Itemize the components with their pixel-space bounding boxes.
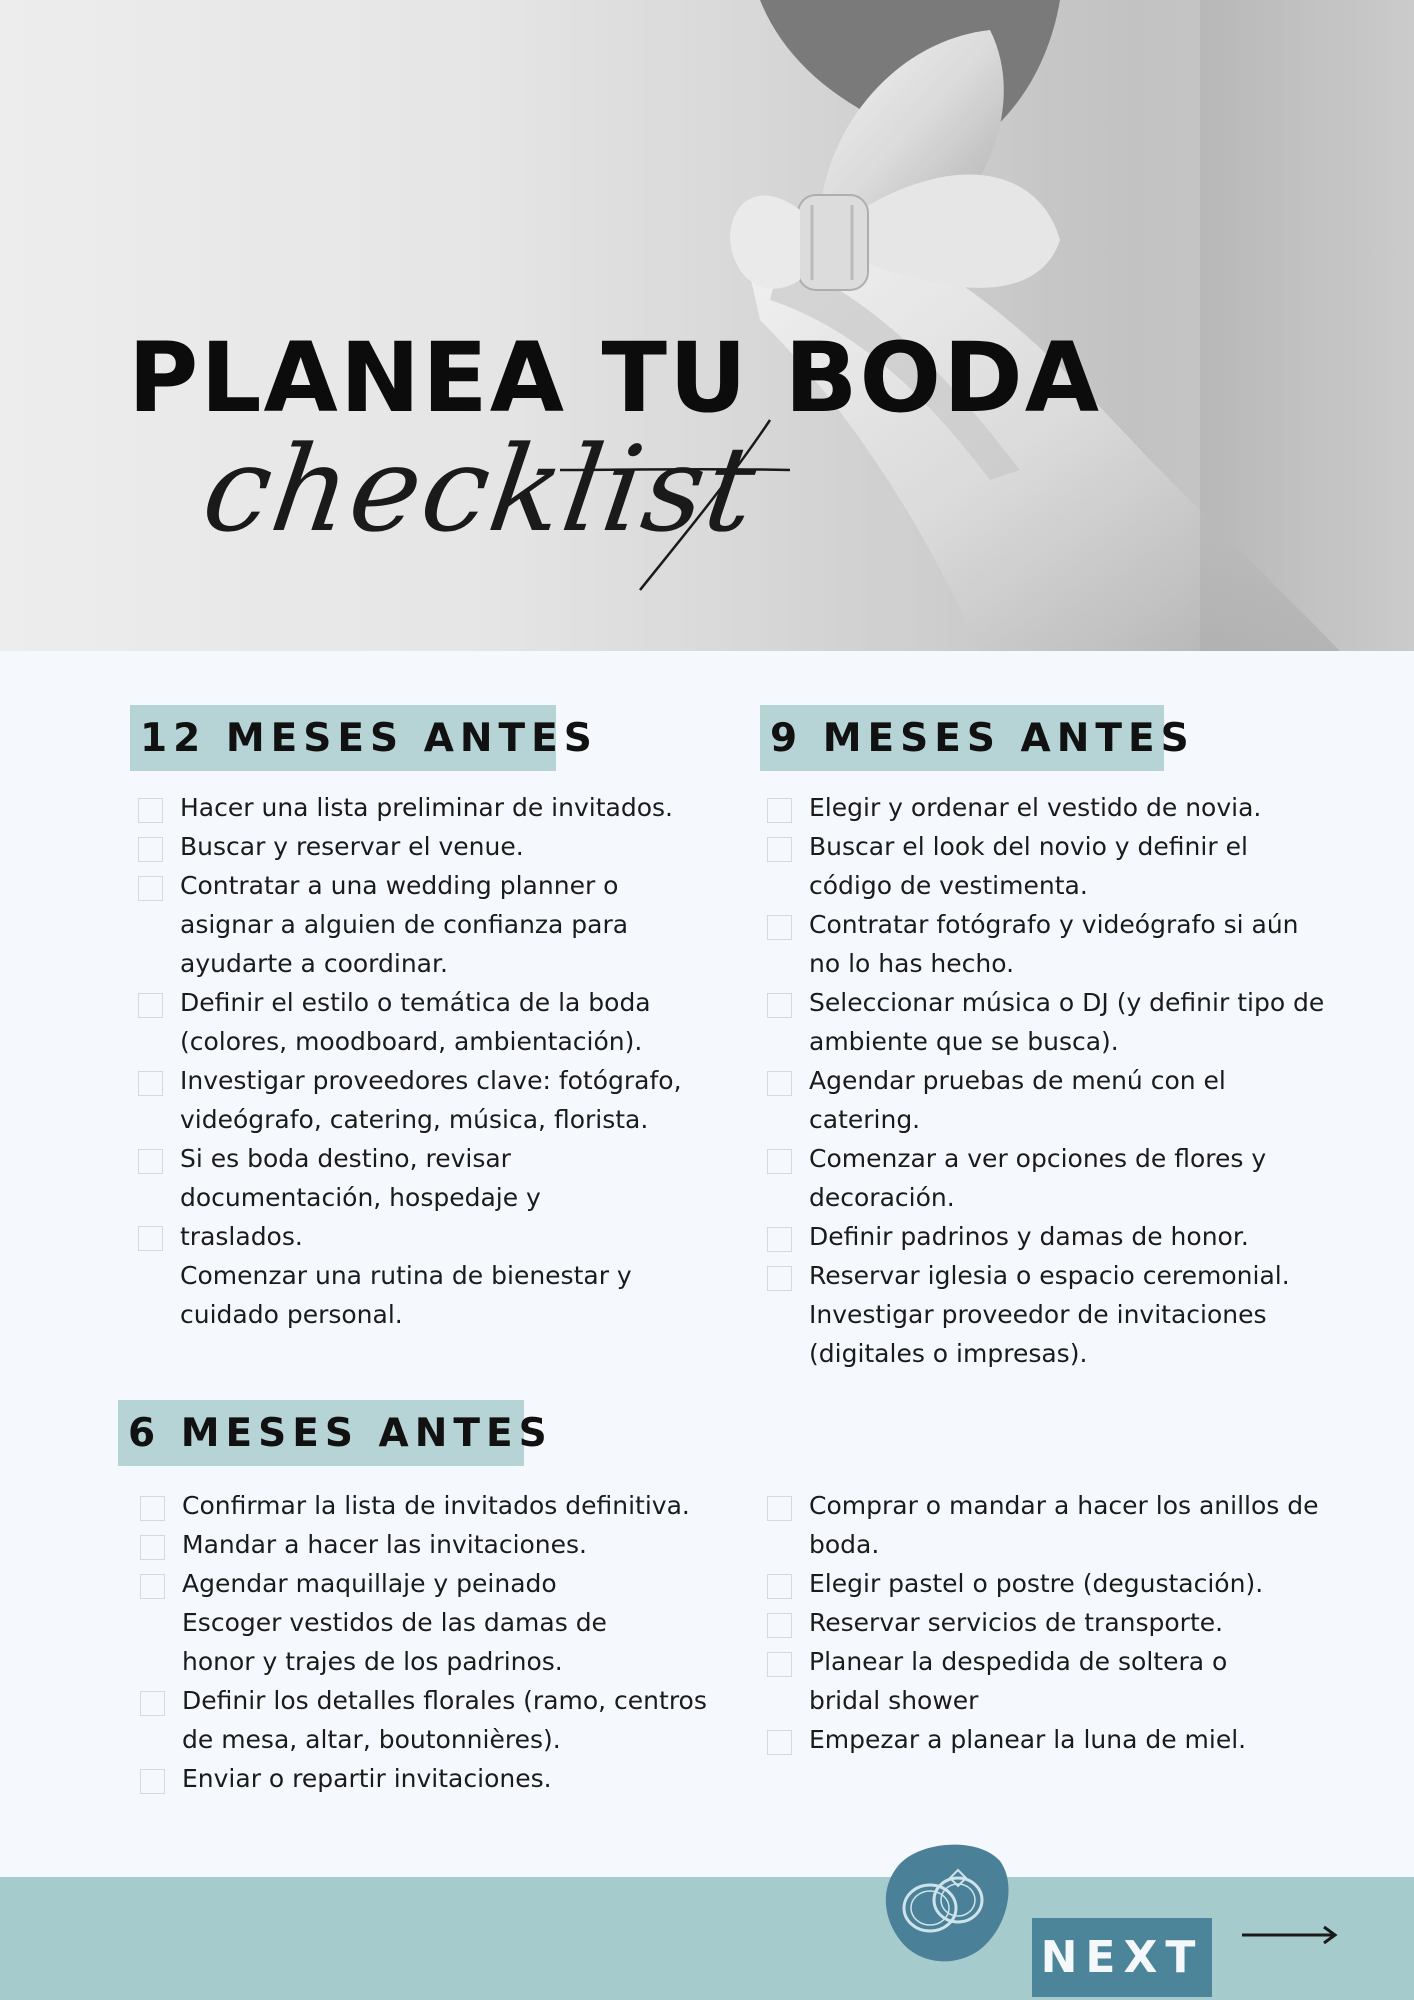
checklist-item[interactable]: Definir los detalles florales (ramo, centros de mesa, altar, boutonnières). — [140, 1681, 720, 1759]
checklist-item[interactable]: Hacer una lista preliminar de invitados. — [138, 788, 698, 827]
checklist-item[interactable]: Buscar el look del novio y definir el código de vestimenta. — [767, 827, 1267, 905]
checkbox[interactable] — [767, 798, 792, 823]
next-button[interactable] — [1032, 1918, 1212, 1997]
checklist-item[interactable]: Comenzar a ver opciones de flores y decoración. — [767, 1139, 1307, 1217]
checkbox[interactable] — [138, 837, 163, 862]
section-heading-9-meses — [760, 705, 1195, 771]
checklist-item[interactable]: Escoger vestidos de las damas de honor y trajes de los padrinos. — [182, 1608, 607, 1676]
checkbox[interactable] — [140, 1574, 165, 1599]
checklist-item[interactable]: Contratar fotógrafo y videógrafo si aún no lo has hecho. — [767, 905, 1327, 983]
checkbox[interactable] — [767, 1652, 792, 1677]
checklist-item[interactable]: Investigar proveedor de invitaciones (digitales o impresas). — [809, 1300, 1267, 1368]
checkbox[interactable] — [767, 915, 792, 940]
checklist-item[interactable]: Agendar pruebas de menú con el catering. — [767, 1061, 1267, 1139]
checkbox[interactable] — [138, 993, 163, 1018]
checkbox[interactable] — [138, 1149, 163, 1174]
checkbox[interactable] — [140, 1691, 165, 1716]
checklist-item[interactable]: Si es boda destino, revisar documentación, hospedaje y traslados. — [138, 1139, 578, 1256]
checklist-item[interactable]: Buscar y reservar el venue. — [138, 827, 698, 866]
next-button-label: NEXT — [1040, 1932, 1204, 1983]
checklist-item[interactable]: Confirmar la lista de invitados definitiva. — [140, 1486, 720, 1525]
page-title: PLANEA TU BODA — [128, 322, 1102, 434]
checklist-item[interactable]: Empezar a planear la luna de miel. — [767, 1720, 1327, 1759]
checkbox[interactable] — [767, 1071, 792, 1096]
checkbox[interactable] — [138, 798, 163, 823]
checklist-item[interactable]: Comenzar una rutina de bienestar y cuidado personal. — [138, 1256, 678, 1334]
checkbox[interactable] — [140, 1535, 165, 1560]
checklist-6-meses-right — [767, 1486, 1327, 1759]
checkbox[interactable] — [140, 1496, 165, 1521]
section-heading-label: 12 MESES ANTES — [140, 715, 598, 761]
page-subtitle: checklist — [195, 420, 766, 558]
script-flourish — [0, 0, 900, 651]
hero-banner — [0, 0, 1414, 651]
checkbox[interactable] — [767, 837, 792, 862]
checkbox[interactable] — [140, 1769, 165, 1794]
checkbox[interactable] — [767, 1574, 792, 1599]
checklist-item[interactable]: Seleccionar música o DJ (y definir tipo de ambiente que se busca). — [767, 983, 1327, 1061]
checkbox[interactable] — [767, 1496, 792, 1521]
checklist-item[interactable]: Reservar iglesia o espacio ceremonial. — [767, 1256, 1327, 1295]
checkbox[interactable] — [767, 1149, 792, 1174]
checklist-item[interactable]: Elegir y ordenar el vestido de novia. — [767, 788, 1327, 827]
checklist-item[interactable]: Reservar servicios de transporte. — [767, 1603, 1327, 1642]
checklist-9-meses — [767, 788, 1327, 1373]
checklist-item[interactable]: Contratar a una wedding planner o asignar a alguien de confianza para ayudarte a coordinar. — [138, 866, 678, 983]
checkbox[interactable] — [767, 1613, 792, 1638]
checklist-12-meses — [138, 788, 698, 1334]
checkbox[interactable] — [138, 1226, 163, 1251]
checklist-item[interactable]: Planear la despedida de soltera o bridal shower — [767, 1642, 1267, 1720]
section-heading-12-meses — [130, 705, 598, 771]
checklist-item[interactable]: Definir padrinos y damas de honor. — [767, 1217, 1327, 1256]
checklist-item[interactable]: Agendar maquillaje y peinado — [140, 1564, 720, 1603]
section-heading-label: 9 MESES ANTES — [770, 715, 1195, 761]
section-heading-6-meses — [118, 1400, 553, 1466]
checklist-item[interactable]: Mandar a hacer las invitaciones. — [140, 1525, 720, 1564]
checkbox[interactable] — [767, 993, 792, 1018]
checklist-item[interactable]: Elegir pastel o postre (degustación). — [767, 1564, 1327, 1603]
checklist-item[interactable]: Investigar proveedores clave: fotógrafo, videógrafo, catering, música, florista. — [138, 1061, 698, 1139]
checklist-item[interactable]: Comprar o mandar a hacer los anillos de boda. — [767, 1486, 1327, 1564]
arrow-right-icon[interactable] — [1240, 1924, 1340, 1946]
checkbox[interactable] — [138, 1071, 163, 1096]
wedding-rings-icon — [878, 1836, 1013, 1964]
checkbox[interactable] — [767, 1266, 792, 1291]
checkbox[interactable] — [767, 1730, 792, 1755]
checkbox[interactable] — [138, 876, 163, 901]
section-heading-label: 6 MESES ANTES — [128, 1410, 553, 1456]
checkbox[interactable] — [767, 1227, 792, 1252]
checklist-item[interactable]: Definir el estilo o temática de la boda (colores, moodboard, ambientación). — [138, 983, 698, 1061]
checklist-item[interactable]: Enviar o repartir invitaciones. — [140, 1759, 720, 1798]
checklist-6-meses-left — [140, 1486, 720, 1798]
